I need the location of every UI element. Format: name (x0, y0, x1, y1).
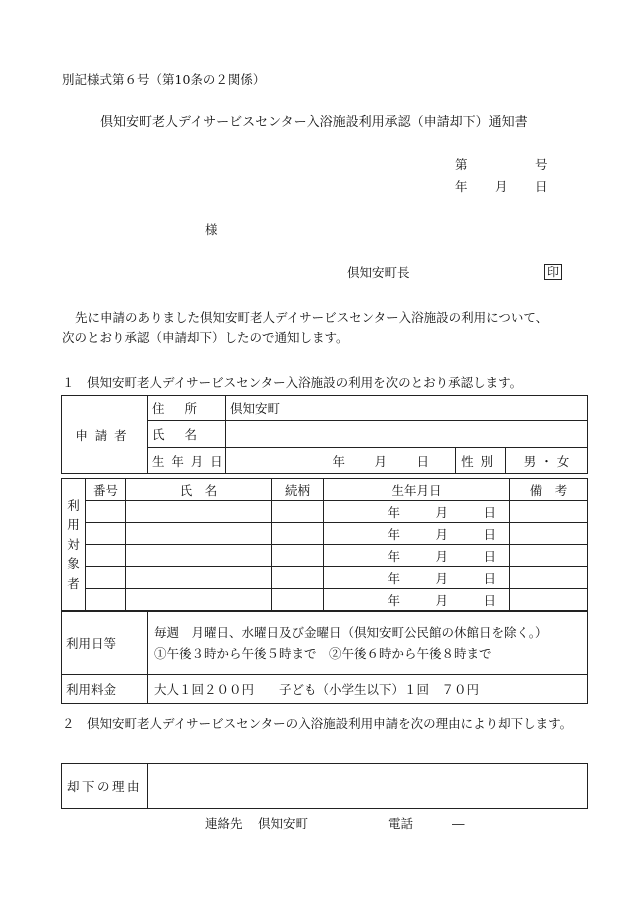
seal-mark (544, 264, 562, 280)
user-relation-cell[interactable] (272, 567, 324, 589)
user-row (62, 501, 588, 523)
user-name-cell[interactable] (126, 567, 272, 589)
dob-day: 日 (483, 548, 496, 564)
col-header-relation: 続柄 (272, 479, 324, 501)
user-name-cell[interactable] (126, 545, 272, 567)
sex-label: 性別 (456, 448, 506, 474)
sex-choice[interactable]: 男 ・ 女 (506, 448, 588, 474)
intro-paragraph-line1: 先に申請のありました倶知安町老人デイサービスセンター入浴施設の利用について、 (75, 310, 549, 325)
rejection-reason-field[interactable] (148, 764, 588, 809)
dob-month: 月 (435, 504, 448, 520)
dob-year: 年 (387, 504, 400, 520)
col-header-remarks: 備 考 (510, 479, 588, 501)
user-name-cell[interactable] (126, 501, 272, 523)
user-dob-cell[interactable] (324, 589, 510, 611)
user-row (62, 589, 588, 611)
doc-number-go: 号 (535, 157, 548, 172)
user-relation-cell[interactable] (272, 523, 324, 545)
user-name-cell[interactable] (126, 523, 272, 545)
contact-org: 倶知安町 (258, 816, 309, 831)
user-remarks-cell[interactable] (510, 567, 588, 589)
user-no-cell[interactable] (86, 545, 126, 567)
rejection-table (61, 763, 588, 809)
address-field[interactable]: 倶知安町 (226, 396, 588, 421)
col-header-no: 番号 (86, 479, 126, 501)
user-no-cell[interactable] (86, 523, 126, 545)
col-header-name: 氏 名 (126, 479, 272, 501)
user-row (62, 567, 588, 589)
section2-heading: ２ 倶知安町老人デイサービスセンターの入浴施設利用申請を次の理由により却下します。 (62, 716, 573, 731)
intro-paragraph-line2: 次のとおり承認（申請却下）したので通知します。 (62, 330, 349, 345)
user-dob-cell[interactable] (324, 545, 510, 567)
dob-day: 日 (483, 526, 496, 542)
dob-year: 年 (332, 453, 345, 469)
contact-tel-dash: ― (452, 816, 465, 831)
seal-text: 印 (544, 264, 562, 280)
user-remarks-cell[interactable] (510, 501, 588, 523)
issue-month-label: 月 (495, 179, 508, 194)
dob-year: 年 (387, 526, 400, 542)
user-remarks-cell[interactable] (510, 545, 588, 567)
usage-days-label: 利用日等 (62, 612, 148, 675)
user-no-cell[interactable] (86, 567, 126, 589)
contact-label: 連絡先 (205, 816, 243, 831)
dob-month: 月 (435, 592, 448, 608)
issuer-name: 倶知安町長 (347, 265, 410, 280)
user-name-cell[interactable] (126, 589, 272, 611)
dob-year: 年 (387, 570, 400, 586)
dob-month: 月 (435, 570, 448, 586)
address-label: 住所 (148, 396, 226, 421)
dob-day: 日 (483, 570, 496, 586)
user-relation-cell[interactable] (272, 545, 324, 567)
dob-month: 月 (435, 526, 448, 542)
usage-days-line1: 毎週 月曜日、水曜日及び金曜日（倶知安町公民館の休館日を除く。） (154, 624, 548, 640)
dob-year: 年 (387, 548, 400, 564)
doc-number-dai: 第 (455, 157, 468, 172)
applicant-table (61, 395, 588, 474)
fee-label: 利用料金 (62, 675, 148, 704)
dob-year: 年 (387, 592, 400, 608)
contact-tel-label: 電話 (388, 816, 414, 831)
dob-day: 日 (483, 504, 496, 520)
user-no-cell[interactable] (86, 589, 126, 611)
user-row (62, 523, 588, 545)
user-remarks-cell[interactable] (510, 523, 588, 545)
users-label-text: 利用対象者 (67, 498, 80, 591)
user-dob-cell[interactable] (324, 523, 510, 545)
dob-label: 生年月日 (148, 448, 226, 474)
dob-field[interactable] (226, 448, 456, 474)
user-remarks-cell[interactable] (510, 589, 588, 611)
user-dob-cell[interactable] (324, 567, 510, 589)
user-relation-cell[interactable] (272, 501, 324, 523)
document-title: 倶知安町老人デイサービスセンター入浴施設利用承認（申請却下）通知書 (100, 115, 528, 130)
usage-table (61, 611, 588, 704)
users-label (62, 479, 86, 611)
usage-days-value (148, 612, 588, 675)
name-field[interactable] (226, 421, 588, 448)
user-row (62, 545, 588, 567)
issue-year-label: 年 (455, 179, 468, 194)
col-header-dob: 生年月日 (324, 479, 510, 501)
user-no-cell[interactable] (86, 501, 126, 523)
applicant-label: 申請者 (62, 396, 148, 474)
form-number: 別記様式第６号（第10条の２関係） (62, 72, 266, 87)
issue-day-label: 日 (535, 179, 548, 194)
user-dob-cell[interactable] (324, 501, 510, 523)
dob-month: 月 (435, 548, 448, 564)
name-label: 氏名 (148, 421, 226, 448)
dob-day: 日 (483, 592, 496, 608)
rejection-label: 却下の理由 (62, 764, 148, 809)
addressee-suffix: 様 (205, 222, 218, 237)
section1-heading: １ 倶知安町老人デイサービスセンター入浴施設の利用を次のとおり承認します。 (62, 375, 523, 390)
users-table (61, 478, 588, 611)
fee-value: 大人１回２００円 子ども（小学生以下）１回 ７０円 (148, 675, 588, 704)
usage-days-line2: ①午後３時から午後５時まで ②午後６時から午後８時まで (154, 646, 492, 661)
user-relation-cell[interactable] (272, 589, 324, 611)
dob-day: 日 (416, 453, 429, 469)
dob-month: 月 (374, 453, 387, 469)
